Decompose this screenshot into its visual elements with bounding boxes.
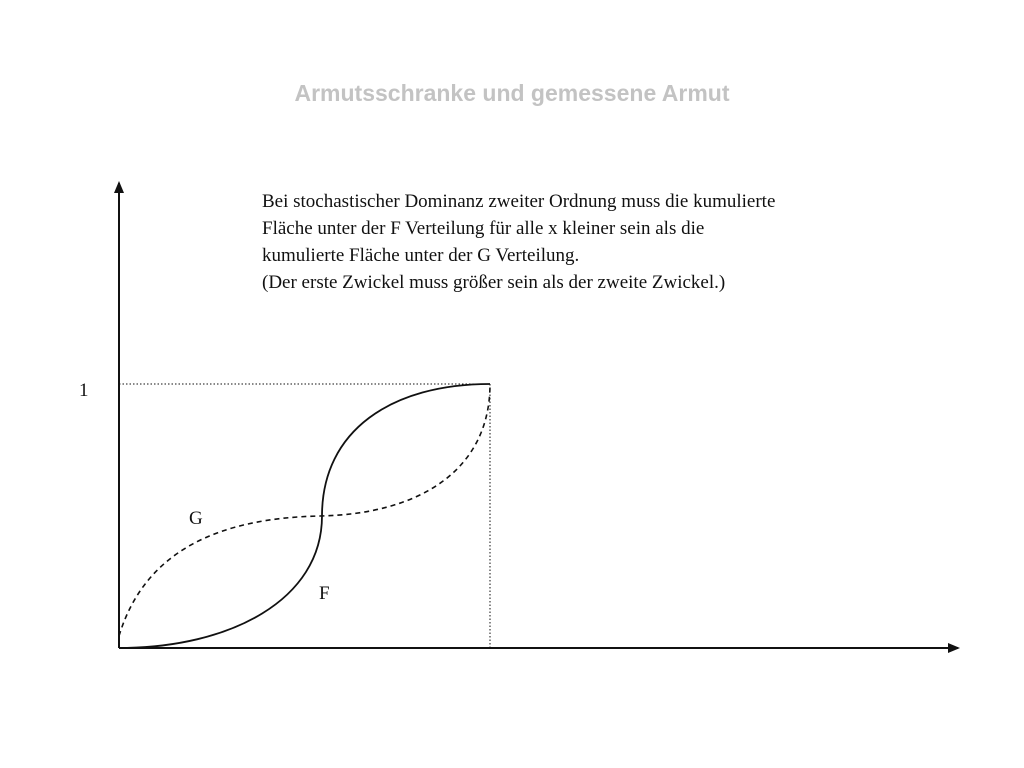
y-tick-label-one: 1 [79, 380, 89, 401]
description-line-3: kumulierte Fläche unter der G Verteilung. [262, 245, 580, 266]
description-line-1: Bei stochastischer Dominanz zweiter Ordnung muss die kumulierte [262, 191, 776, 212]
curve-f-label: F [319, 583, 330, 604]
curve-g [119, 384, 490, 636]
description-line-4: (Der erste Zwickel muss größer sein als der zweite Zwickel.) [262, 272, 726, 293]
slide-title: Armutsschranke und gemessene Armut [294, 80, 730, 106]
curve-g-label: G [189, 508, 203, 529]
description-line-2: Fläche unter der F Verteilung für alle x kleiner sein als die [262, 218, 705, 239]
